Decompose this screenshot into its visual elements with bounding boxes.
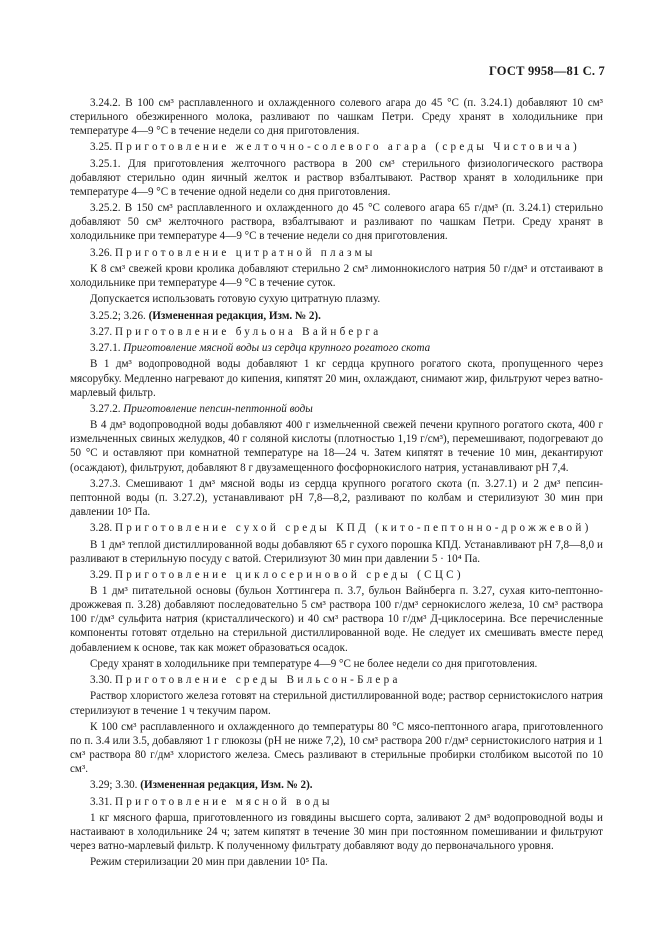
subsection-3-27-2-heading	[70, 402, 603, 416]
paragraph-3-31-text: 1 кг мясного фарша, приготовленного из говядины высшего сорта, заливают 2 дм³ водопроводной воды и настаивают в холодильнике 24 ч; затем кипятят в течение 30 мин при постоянном помешивании и фильтруют через ватно-марлевый фильтр. К полученному фильтрату добавляют воду до первоначального уровня.	[70, 811, 603, 853]
section-title: Приготовление бульона Вайнберга	[114, 325, 382, 338]
page-header: ГОСТ 9958—81 С. 7	[488, 64, 605, 78]
section-3-26-heading	[70, 246, 603, 260]
paragraph-3-29-text: В 1 дм³ питательной основы (бульон Хоттингера п. 3.7, бульон Вайнберга п. 3.27, сухая кито-пептонно-дрожжевая п. 3.28) добавляют последовательно 5 см³ раствора 100 г/дм³ сернокислого железа, 10 см³ раствора 100 г/дм³ сульфита натрия (кристаллического) и 40 см³ раствора 10 г/дм³ Д-циклосерина. Все перечисленные компоненты готовят отдельно на стерильной дистиллированной воде. Не следует их смешивать вместе перед добавлением к основе, так как может образоваться осадок.	[70, 585, 603, 654]
section-title: Приготовление циклосериновой среды (СЦС)	[114, 568, 464, 581]
paragraph-3-25-1: 3.25.1. Для приготовления желточного раствора в 200 см³ стерильного физиологического раствора добавляют стерильно один яичный желток и раствор взбалтывают. Раствор хранят в холодильнике при температуре 4—9 °С в течение одной недели со дня приготовления.	[70, 157, 603, 198]
paragraph-3-24-2: 3.24.2. В 100 см³ расплавленного и охлажденного солевого агара до 45 °С (п. 3.24.1) добавляют 10 см³ стерильного обезжиренного молока, разливают по чашкам Петри. Среду хранят в холодильнике при температуре 4—9 °С в течение недели со дня приготовления.	[70, 97, 603, 138]
paragraph-3-26-note: Допускается использовать готовую сухую цитратную плазму.	[90, 293, 381, 306]
paragraph-3-25-2: 3.25.2. В 150 см³ расплавленного и охлажденного до 45 °С солевого агара 65 г/дм³ (п. 3.24.1) стерильно добавляют 50 см³ желточного раствора, взбалтывают и разливают по чашкам Петри. Среду хранят в холодильнике при температуре 4—9 °С в течение недели со дня приготовления.	[70, 202, 603, 243]
subsection-title: Приготовление пепсин-пептонной воды	[123, 402, 313, 415]
paragraph-3-29-storage: Среду хранят в холодильнике при температуре 4—9 °С не более недели со дня приготовления.	[90, 657, 538, 670]
section-3-29-heading	[70, 568, 603, 582]
subsection-number: 3.27.1.	[90, 342, 121, 355]
section-number: 3.25.	[90, 141, 113, 154]
amendment-ref: 3.29; 3.30.	[90, 779, 138, 792]
section-number: 3.26.	[90, 246, 113, 259]
section-number: 3.27.	[90, 325, 113, 338]
section-title: Приготовление сухой среды КПД (кито-пептонно-дрожжевой)	[114, 522, 592, 535]
paragraph-3-30-text: К 100 см³ расплавленного и охлажденного до температуры 80 °С мясо-пептонного агара, приготовленного по п. 3.4 или 3.5, добавляют 1 г глюкозы (рН не ниже 7,2), 10 см³ раствора 200 г/дм³ сернистокислого натрия и 1 см³ раствора 80 г/дм³ хлористого железа. Смесь разливают в стерильные пробирки столбиком высотой по 10 см³.	[70, 720, 603, 776]
section-title: Приготовление цитратной плазмы	[114, 246, 376, 259]
subsection-number: 3.27.2.	[90, 402, 121, 415]
paragraph-3-27-3: 3.27.3. Смешивают 1 дм³ мясной воды из сердца крупного рогатого скота (п. 3.27.1) и 2 дм³ пепсин-пептонной воды (п. 3.27.2), устанавливают рН 7,8—8,2, разливают по колбам и стерилизуют 30 мин при давлении 10⁵ Па.	[70, 477, 603, 518]
section-number: 3.30.	[90, 674, 113, 687]
section-number: 3.29.	[90, 568, 113, 581]
subsection-title: Приготовление мясной воды из сердца крупного рогатого скота	[123, 342, 431, 355]
amendment-note	[70, 309, 603, 323]
amendment-ref: 3.25.2; 3.26.	[90, 309, 146, 322]
section-3-27-heading	[70, 325, 603, 339]
amendment-text: (Измененная редакция, Изм. № 2).	[140, 779, 313, 792]
section-title: Приготовление желточно-солевого агара (среды Чистовича)	[114, 141, 580, 154]
section-number: 3.31.	[90, 795, 113, 808]
paragraph-3-27-1: В 1 дм³ водопроводной воды добавляют 1 кг сердца крупного рогатого скота, пропущенного через мясорубку. Медленно нагревают до кипения, кипятят 20 мин, охлаждают, снимают жир, фильтруют через ватно-марлевый фильтр.	[70, 358, 603, 399]
section-3-28-heading	[70, 521, 603, 535]
section-3-31-heading	[70, 795, 603, 809]
subsection-3-27-1-heading	[70, 341, 603, 355]
paragraph-3-26-text: К 8 см³ свежей крови кролика добавляют стерильно 2 см³ лимоннокислого натрия 50 г/дм³ и отстаивают в холодильнике при температуре 4—9 °С в течение суток.	[70, 262, 603, 290]
document-body	[70, 96, 603, 872]
amendment-note	[70, 778, 603, 792]
paragraph-3-28: В 1 дм³ теплой дистиллированной воды добавляют 65 г сухого порошка КПД. Устанавливают рН 7,8—8,0 и разливают в стерильную посуду с ватой. Стерилизуют 30 мин при давлении 5 · 10⁴ Па.	[70, 538, 603, 565]
amendment-text: (Измененная редакция, Изм. № 2).	[148, 309, 321, 322]
section-title: Приготовление мясной воды	[114, 795, 333, 808]
section-title: Приготовление среды Вильсон-Блера	[114, 674, 401, 687]
section-3-30-heading	[70, 673, 603, 687]
section-3-25-heading	[70, 140, 603, 154]
paragraph-3-31-sterilization: Режим стерилизации 20 мин при давлении 10⁵ Па.	[90, 856, 328, 869]
section-number: 3.28.	[90, 522, 113, 535]
paragraph-3-30-solutions: Раствор хлористого железа готовят на стерильной дистиллированной воде; раствор сернистокислого натрия стерилизуют в течение 1 ч текучим паром.	[70, 690, 603, 717]
paragraph-3-27-2: В 4 дм³ водопроводной воды добавляют 400 г измельченной свежей печени крупного рогатого скота, 400 г измельченных свиных желудков, 40 г соляной кислоты (плотностью 1,19 г/см³), перемешивают, подогревают до 50 °С и оставляют при комнатной температуре на 18—24 ч. Затем кипятят в течение 10 мин, декантируют (осаждают), фильтруют, добавляют 8 г двузамещенного фосфорнокислого натрия, устанавливают рН 7,4.	[70, 419, 603, 474]
